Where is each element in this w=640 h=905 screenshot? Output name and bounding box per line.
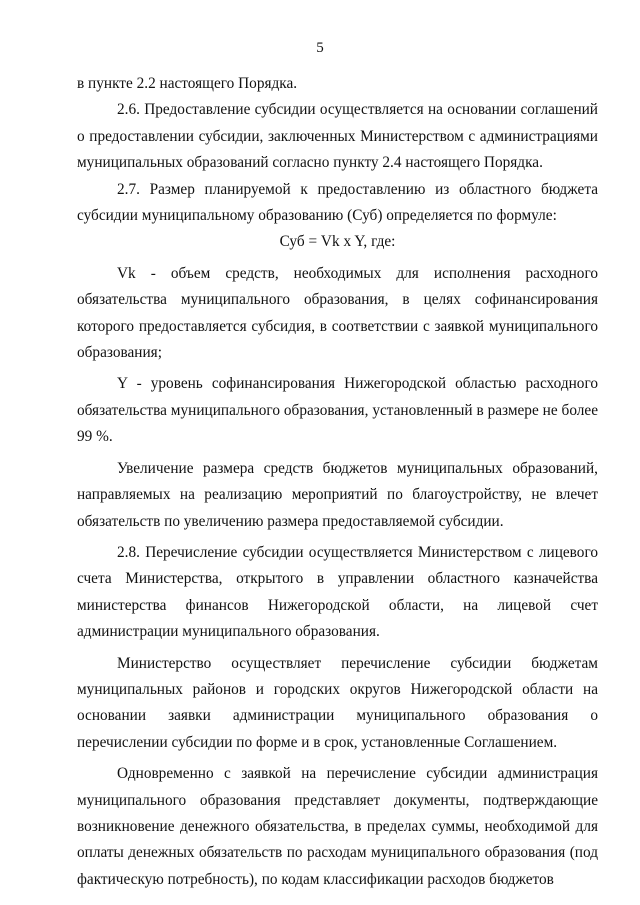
paragraph-increase: Увеличение размера средств бюджетов муниципальных образований, направляемых на реализацию мероприятий по благоустройству, не влечет обязательств по увеличению размера предоставляемой субсидии. [77,459,598,530]
paragraph-lead-line: в пункте 2.2 настоящего Порядка. [77,75,298,92]
page-number: 5 [316,40,324,56]
paragraph-2-7: 2.7. Размер планируемой к предоставлению из областного бюджета субсидии муниципальному образованию (Суб) определяется по формуле: [77,180,598,225]
definition-y: Y - уровень софинансирования Нижегородской областью расходного обязательства муниципального образования, установленный в размере не более 99 %. [77,375,598,446]
paragraph-2-8: 2.8. Перечисление субсидии осуществляется Министерством с лицевого счета Министерства, открытого в управлении областного казначейства министерства финансов Нижегородской области, на лицевой счет администрации муниципального образования. [77,543,598,641]
paragraph-simultaneous-documents: Одновременно с заявкой на перечисление субсидии администрация муниципального образования представляет документы, подтверждающие возникновение денежного обязательства, в пределах суммы, необходимой для оплаты денежных обязательств по расходам муниципального образования (под фактическую потребность), по кодам классификации расходов бюджетов [77,765,598,888]
paragraph-2-6: 2.6. Предоставление субсидии осуществляется на основании соглашений о предоставлении субсидии, заключенных Министерством с администрациями муниципальных образований согласно пункту 2.4 настоящего Порядка. [77,101,598,172]
document-body [77,71,598,893]
subsidy-formula: Суб = Vk x Y, где: [279,233,396,251]
definition-vk: Vk - объем средств, необходимых для исполнения расходного обязательства муниципального образования, в целях софинансирования которого предоставляется субсидия, в соответствии с заявкой муниципального образования; [77,264,598,362]
paragraph-ministry-transfer: Министерство осуществляет перечисление субсидии бюджетам муниципальных районов и городских округов Нижегородской области на основании заявки администрации муниципального образования о перечислении субсидии по форме и в срок, установленные Соглашением. [77,654,598,751]
